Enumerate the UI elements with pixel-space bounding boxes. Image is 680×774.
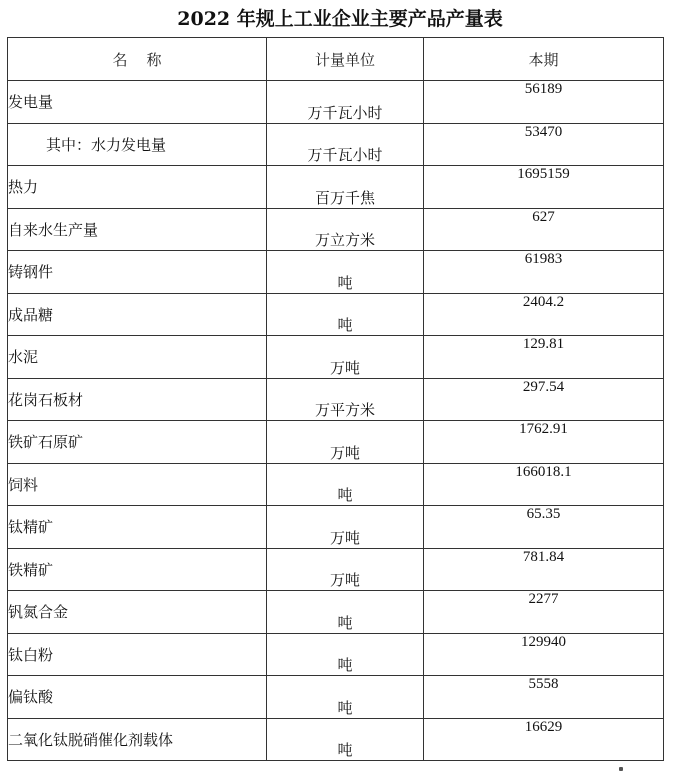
product-unit: 吨 xyxy=(267,293,424,336)
product-value: 2404.2 xyxy=(424,293,664,336)
product-value: 65.35 xyxy=(424,506,664,549)
product-value: 5558 xyxy=(424,676,664,719)
page-mark-dot xyxy=(619,767,623,771)
product-value: 1762.91 xyxy=(424,421,664,464)
product-unit: 万吨 xyxy=(267,506,424,549)
table-row xyxy=(8,123,664,166)
product-name: 自来水生产量 xyxy=(8,208,267,251)
product-unit: 万吨 xyxy=(267,548,424,591)
product-unit: 万千瓦小时 xyxy=(267,81,424,124)
product-unit: 吨 xyxy=(267,676,424,719)
product-value: 166018.1 xyxy=(424,463,664,506)
product-name: 水泥 xyxy=(8,336,267,379)
column-header-unit: 计量单位 xyxy=(267,38,424,81)
product-unit: 吨 xyxy=(267,463,424,506)
product-name: 铁精矿 xyxy=(8,548,267,591)
table-row xyxy=(8,718,664,761)
product-output-table xyxy=(7,37,664,761)
product-name: 花岗石板材 xyxy=(8,378,267,421)
table-row xyxy=(8,251,664,294)
product-value: 129.81 xyxy=(424,336,664,379)
product-name: 热力 xyxy=(8,166,267,209)
product-unit: 万平方米 xyxy=(267,378,424,421)
product-name: 铁矿石原矿 xyxy=(8,421,267,464)
table-row xyxy=(8,548,664,591)
product-unit: 万吨 xyxy=(267,421,424,464)
table-row xyxy=(8,463,664,506)
product-name: 钛精矿 xyxy=(8,506,267,549)
table-row xyxy=(8,81,664,124)
table-row xyxy=(8,336,664,379)
product-name: 偏钛酸 xyxy=(8,676,267,719)
product-unit: 吨 xyxy=(267,251,424,294)
table-row xyxy=(8,208,664,251)
table-row xyxy=(8,506,664,549)
column-header-name: 名 称 xyxy=(8,38,267,81)
product-value: 627 xyxy=(424,208,664,251)
product-name: 成品糖 xyxy=(8,293,267,336)
product-unit: 万吨 xyxy=(267,336,424,379)
product-name: 钛白粉 xyxy=(8,633,267,676)
table-row xyxy=(8,633,664,676)
product-name: 钒氮合金 xyxy=(8,591,267,634)
product-value: 2277 xyxy=(424,591,664,634)
product-unit: 万千瓦小时 xyxy=(267,123,424,166)
product-value: 16629 xyxy=(424,718,664,761)
product-value: 297.54 xyxy=(424,378,664,421)
product-unit: 百万千焦 xyxy=(267,166,424,209)
product-value: 56189 xyxy=(424,81,664,124)
product-name: 发电量 xyxy=(8,81,267,124)
product-value: 781.84 xyxy=(424,548,664,591)
table-row xyxy=(8,293,664,336)
product-unit: 吨 xyxy=(267,591,424,634)
table-header-row xyxy=(8,38,664,81)
product-name: 铸钢件 xyxy=(8,251,267,294)
product-unit: 吨 xyxy=(267,633,424,676)
product-value: 129940 xyxy=(424,633,664,676)
product-unit: 吨 xyxy=(267,718,424,761)
product-value: 53470 xyxy=(424,123,664,166)
table-row xyxy=(8,166,664,209)
product-value: 61983 xyxy=(424,251,664,294)
column-header-value: 本期 xyxy=(424,38,664,81)
product-name: 其中：水力发电量 xyxy=(8,123,267,166)
table-row xyxy=(8,421,664,464)
product-name: 二氧化钛脱硝催化剂载体 xyxy=(8,718,267,761)
product-name: 饲料 xyxy=(8,463,267,506)
table-row xyxy=(8,591,664,634)
page-title: 2022 年规上工业企业主要产品产量表 xyxy=(177,8,503,30)
table-row xyxy=(8,378,664,421)
product-value: 1695159 xyxy=(424,166,664,209)
table-row xyxy=(8,676,664,719)
product-unit: 万立方米 xyxy=(267,208,424,251)
